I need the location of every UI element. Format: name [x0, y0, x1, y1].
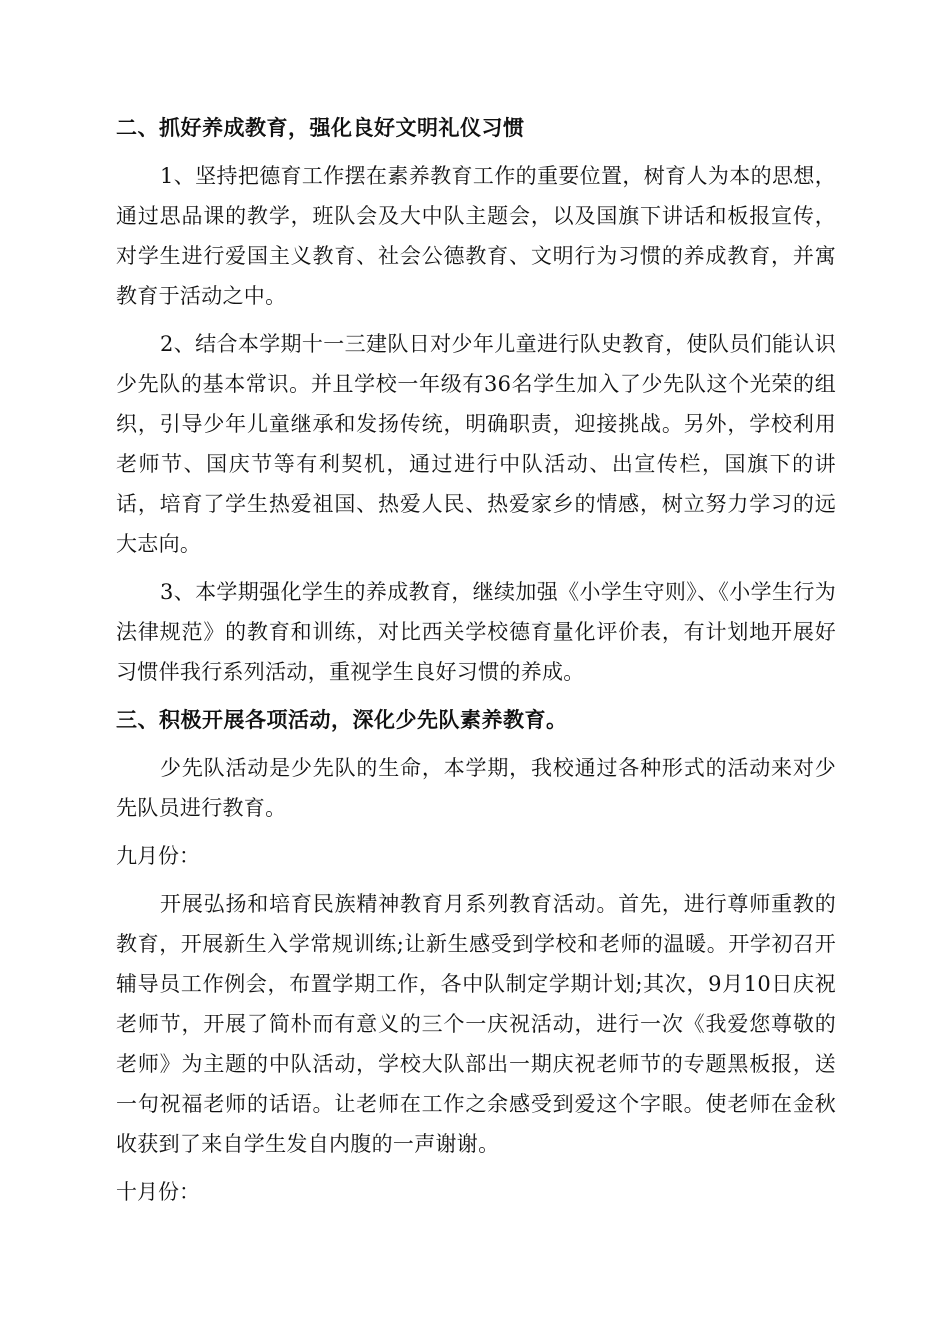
paragraph-3-1: 少先队活动是少先队的生命，本学期，我校通过各种形式的活动来对少先队员进行教育。: [116, 756, 836, 820]
document-body: [116, 108, 836, 1220]
paragraph-2-2: 2、结合本学期十一三建队日对少年儿童进行队史教育，使队员们能认识少先队的基本常识。并且学校一年级有36名学生加入了少先队这个光荣的组织，引导少年儿童继承和发扬传统，明确职责，迎接挑战。另外，学校利用老师节、国庆节等有利契机，通过进行中队活动、出宣传栏，国旗下的讲话，培育了学生热爱祖国、热爱人民、热爱家乡的情感，树立努力学习的远大志向。: [116, 332, 836, 556]
section-heading-3: 三、积极开展各项活动，深化少先队素养教育。: [116, 708, 568, 732]
paragraph-september: 开展弘扬和培育民族精神教育月系列教育活动。首先，进行尊师重教的教育，开展新生入学常规训练;让新生感受到学校和老师的温暖。开学初召开辅导员工作例会，布置学期工作，各中队制定学期计划;其次，9月10日庆祝老师节，开展了简朴而有意义的三个一庆祝活动，进行一次《我爱您尊敬的老师》为主题的中队活动，学校大队部出一期庆祝老师节的专题黑板报，送一句祝福老师的话语。让老师在工作之余感受到爱这个字眼。使老师在金秋收获到了来自学生发自内腹的一声谢谢。: [116, 892, 836, 1156]
paragraph-2-3: 3、本学期强化学生的养成教育，继续加强《小学生守则》、《小学生行为法律规范》的教育和训练，对比西关学校德育量化评价表，有计划地开展好习惯伴我行系列活动，重视学生良好习惯的养成。: [116, 580, 836, 684]
month-label-september: 九月份：: [116, 844, 200, 868]
section-heading-2: 二、抓好养成教育，强化良好文明礼仪习惯: [116, 116, 525, 140]
paragraph-2-1: 1、坚持把德育工作摆在素养教育工作的重要位置，树育人为本的思想，通过思品课的教学，班队会及大中队主题会，以及国旗下讲话和板报宣传，对学生进行爱国主义教育、社会公德教育、文明行为习惯的养成教育，并寓教育于活动之中。: [116, 164, 836, 308]
month-label-october: 十月份：: [116, 1180, 200, 1204]
